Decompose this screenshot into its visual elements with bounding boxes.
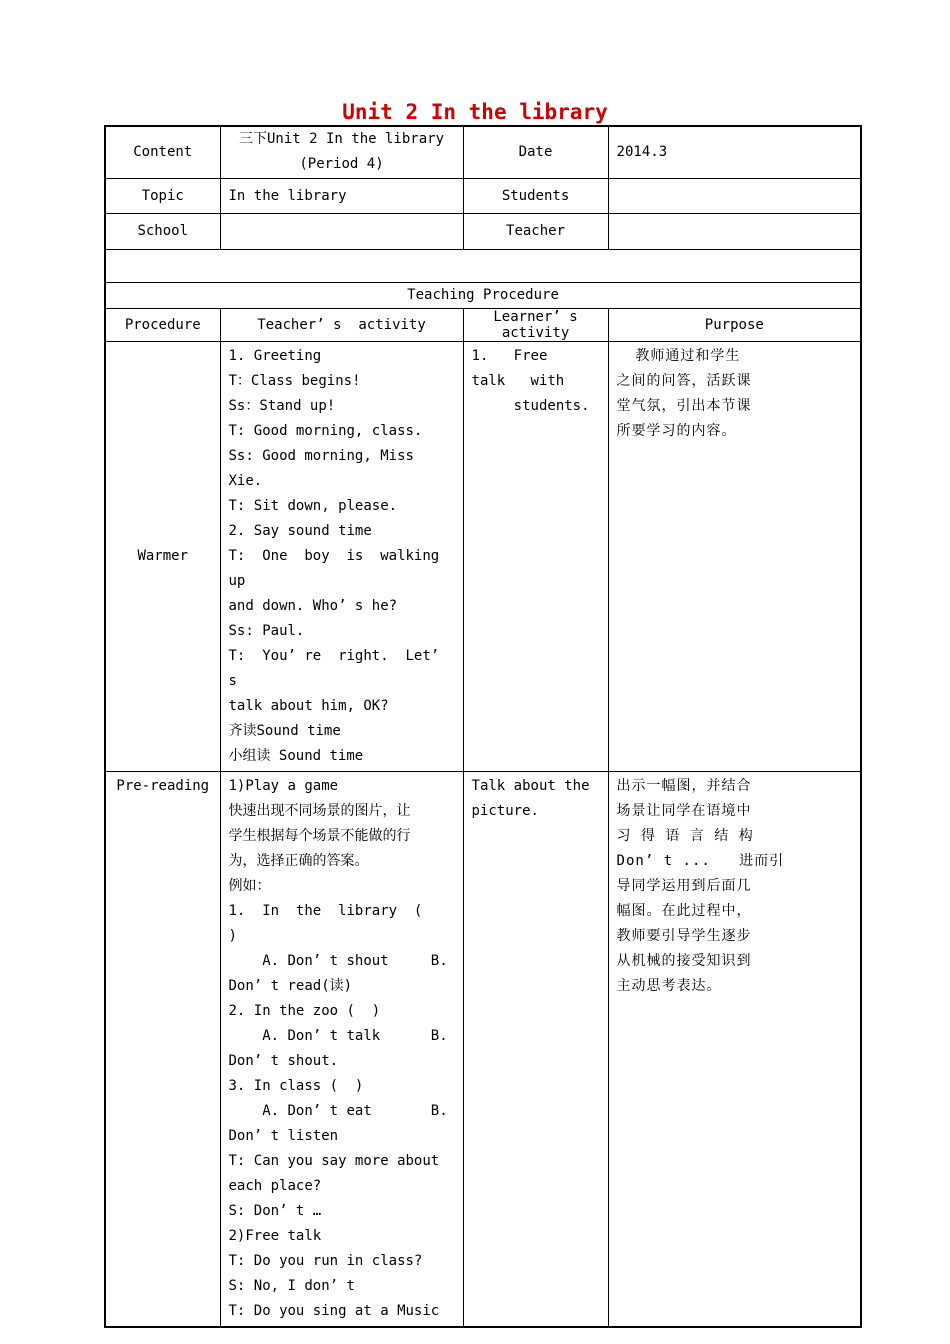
topic-label: Topic — [105, 178, 220, 213]
text-line: 1)Play a game — [228, 777, 339, 794]
text-line: S: Don’ t … — [228, 1202, 322, 1219]
text-line: talk about him, OK? — [228, 697, 389, 714]
text-line: 1. Free talk with — [471, 347, 573, 389]
purpose-pre-reading — [608, 771, 861, 1327]
col-teacher-activity: Teacher’ s activity — [220, 308, 463, 341]
text-line: 1. Greeting — [228, 347, 322, 364]
text-line: 场景让同学在语境中 — [616, 802, 752, 819]
text-line: T：Class begins! — [228, 372, 361, 389]
procedure-pre-reading: Pre-reading — [105, 771, 220, 1327]
text-line: A. Don’ t talk B. — [228, 1027, 448, 1044]
row-warmer — [105, 341, 861, 771]
text-line: 学生根据每个场景不能做的行 — [228, 827, 411, 844]
procedure-warmer: Warmer — [105, 341, 220, 771]
text-line: A. Don’ t eat B. — [228, 1102, 448, 1119]
content-value-line2: (Period 4) — [299, 156, 384, 173]
lesson-plan-table — [104, 125, 862, 1328]
text-line: T: You’ re right. Let’ s — [228, 647, 448, 689]
text-line: 所要学习的内容。 — [616, 422, 737, 439]
text-line: Don’ t read(读) — [228, 977, 353, 994]
content-label: Content — [105, 126, 220, 178]
text-line: 1. In the library ( ) — [228, 902, 457, 944]
text-line: 为，选择正确的答案。 — [228, 852, 369, 869]
text-line: 3. In class ( ) — [228, 1077, 364, 1094]
teacher-activity-pre-reading — [220, 771, 463, 1327]
teacher-activity-warmer — [220, 341, 463, 771]
column-header-row — [105, 308, 861, 341]
text-line: 之间的问答，活跃课 — [616, 372, 752, 389]
page-title: Unit 2 In the library — [342, 100, 608, 124]
text-line: S: No, I don’ t — [228, 1277, 355, 1294]
school-value — [220, 213, 463, 249]
text-line: 从机械的接受知识到 — [616, 952, 752, 969]
text-line: Don’ t listen — [228, 1127, 339, 1144]
text-line: each place? — [228, 1177, 322, 1194]
text-line: T: One boy is walking up — [228, 547, 457, 589]
text-line: Don’ t ... 进而引 — [616, 852, 785, 869]
text-line: Ss: Paul. — [228, 622, 305, 639]
text-line: T: Can you say more about — [228, 1152, 440, 1169]
section-title: Teaching Procedure — [105, 282, 861, 308]
col-procedure: Procedure — [105, 308, 220, 341]
text-line: T: Do you sing at a Music — [228, 1302, 440, 1319]
text-line: A. Don’ t shout B. — [228, 952, 448, 969]
text-line: 主动思考表达。 — [616, 977, 722, 994]
text-line: 快速出现不同场景的图片，让 — [228, 802, 411, 819]
text-line: 小组读 Sound time — [228, 747, 364, 764]
text-line: students. — [471, 397, 590, 414]
col-purpose: Purpose — [608, 308, 861, 341]
text-line: and down. Who’ s he? — [228, 597, 398, 614]
content-value-line1: 三下Unit 2 In the library — [239, 131, 445, 148]
teacher-label: Teacher — [463, 213, 608, 249]
purpose-warmer — [608, 341, 861, 771]
text-line: 习 得 语 言 结 构 — [616, 827, 754, 844]
spacer-row — [105, 249, 861, 282]
text-line: 教师通过和学生 — [616, 347, 741, 364]
learner-activity-pre-reading — [463, 771, 608, 1327]
text-line: 2)Free talk — [228, 1227, 322, 1244]
text-line: 2. Say sound time — [228, 522, 372, 539]
header-row-school — [105, 213, 861, 249]
students-label: Students — [463, 178, 608, 213]
text-line: Ss: Good morning, Miss Xie. — [228, 447, 423, 489]
text-line: Talk about the picture. — [471, 777, 598, 819]
text-line: 幅图。在此过程中， — [616, 902, 752, 919]
section-title-row — [105, 282, 861, 308]
text-line: T: Sit down, please. — [228, 497, 398, 514]
text-line: Ss：Stand up! — [228, 397, 336, 414]
students-value — [608, 178, 861, 213]
text-line: 2. In the zoo ( ) — [228, 1002, 381, 1019]
text-line: 出示一幅图，并结合 — [616, 777, 752, 794]
text-line: T: Do you run in class? — [228, 1252, 423, 1269]
school-label: School — [105, 213, 220, 249]
header-row-content — [105, 126, 861, 178]
text-line: 齐读Sound time — [228, 722, 341, 739]
date-label: Date — [463, 126, 608, 178]
text-line: 教师要引导学生逐步 — [616, 927, 752, 944]
learner-activity-warmer — [463, 341, 608, 771]
text-line: Don’ t shout. — [228, 1052, 339, 1069]
header-row-topic — [105, 178, 861, 213]
text-line: 堂气氛，引出本节课 — [616, 397, 752, 414]
content-value — [220, 126, 463, 178]
topic-value: In the library — [220, 178, 463, 213]
date-value: 2014.3 — [608, 126, 861, 178]
col-learner-activity: Learner’ s activity — [463, 308, 608, 341]
row-pre-reading — [105, 771, 861, 1327]
text-line: T: Good morning, class. — [228, 422, 423, 439]
teacher-value — [608, 213, 861, 249]
text-line: 例如： — [228, 877, 271, 894]
text-line: 导同学运用到后面几 — [616, 877, 752, 894]
